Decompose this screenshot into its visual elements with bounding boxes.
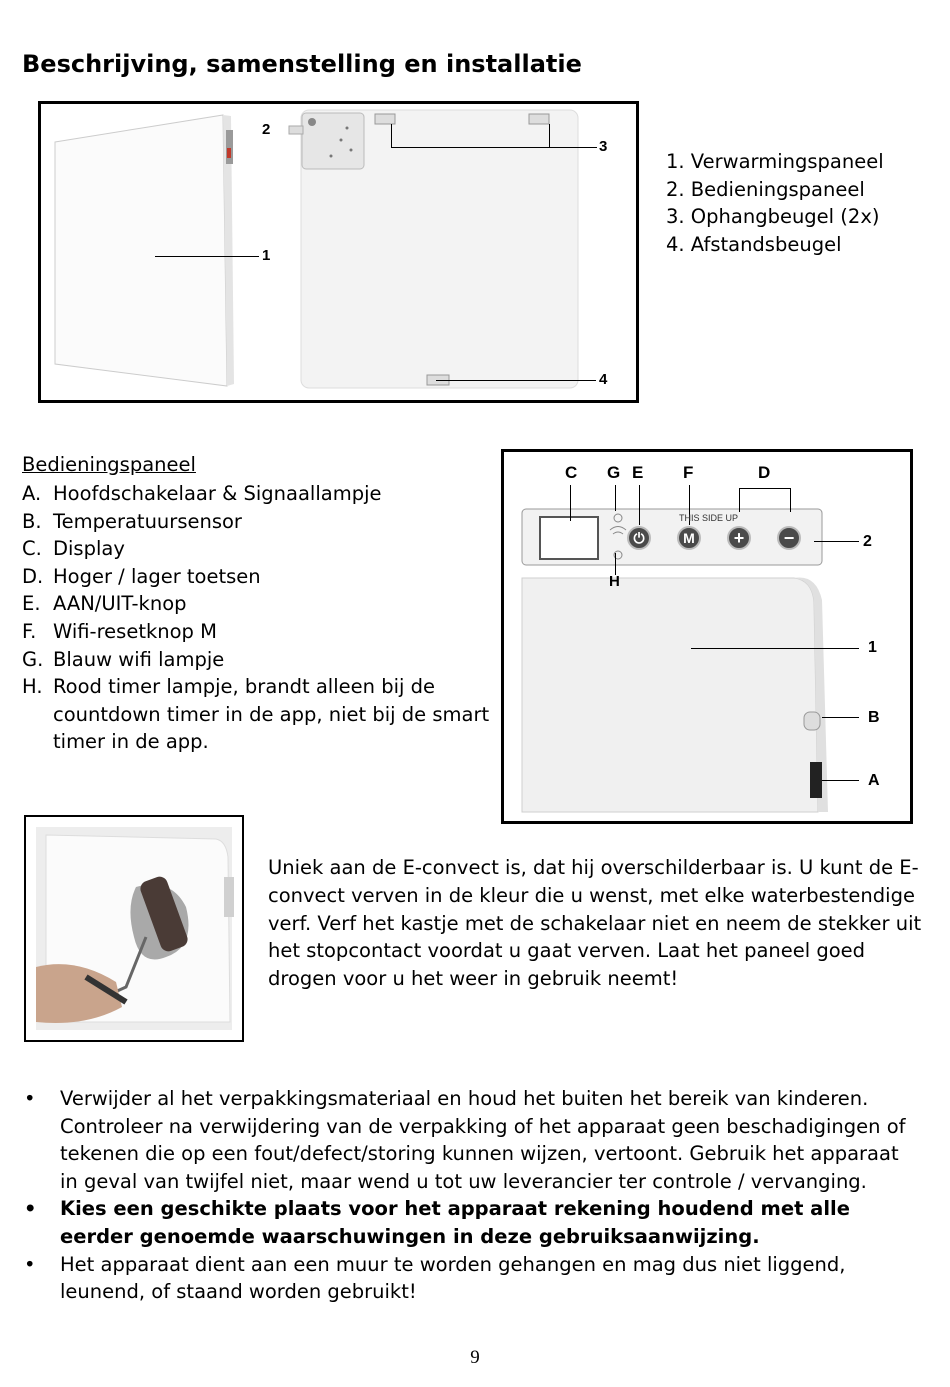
label-h: H [609,573,620,590]
panel-illustration [41,104,636,400]
leader-d-left [739,488,740,512]
figure-control-panel [501,449,913,824]
leader-line-3b [391,124,392,147]
control-item-b [22,508,492,536]
control-item-key: F. [22,619,37,643]
parts-list [666,148,884,258]
painting-paragraph: Uniek aan de E-convect is, dat hij overschilderbaar is. U kunt de E-convect verven in de kleur die u wenst, met elke waterbestendige verf. Verf het kastje met de schakelaar niet en neem de stekker uit het stopcontact voordat u gaat verven. Laat het paneel goed drogen voor u het weer in gebruik neemt! [268,856,922,991]
leader-2 [814,541,859,542]
callout-1: 1 [262,247,271,264]
label-f: F [683,463,694,482]
control-item-key: G. [22,647,44,671]
callout-3: 3 [599,138,608,155]
parts-list-item: 1. Verwarmingspaneel [666,150,884,173]
parts-list-item: 4. Afstandsbeugel [666,232,842,256]
label-c: C [565,463,578,482]
control-item-h [22,673,492,756]
label-d: D [758,463,771,482]
control-item-a [22,480,492,508]
figure-panel-overview [38,101,639,403]
leader-1 [691,648,859,649]
m-button: M [677,526,701,550]
parts-list-item: 2. Bedieningspaneel [666,177,865,201]
control-item-text: Hoofdschakelaar & Signaallampje [53,482,382,505]
label-e: E [632,463,644,482]
control-item-text: Temperatuursensor [53,509,242,533]
control-item-text: AAN/UIT-knop [53,592,187,616]
leader-line-1 [155,256,259,257]
power-button: ⏻ [627,526,651,550]
control-item-text: Wifi-resetknop M [53,619,217,643]
leader-b [822,717,859,718]
leader-a [822,780,859,781]
control-item-text: Rood timer lampje, brandt alleen bij de countdown timer in de app, niet bij de smart timer in de app. [53,675,490,754]
this-side-up-label: THIS SIDE UP [679,513,739,523]
page-heading: Beschrijving, samenstelling en installatie [22,50,582,78]
callout-4: 4 [599,371,608,388]
instruction-bullets [22,1085,922,1306]
leader-line-4 [436,380,596,381]
control-item-key: H. [22,675,43,699]
control-item-e [22,590,492,618]
leader-h [615,553,616,575]
leader-d-top [739,488,791,489]
minus-button: − [777,526,801,550]
control-item-f [22,618,492,646]
leader-d-right [790,488,791,512]
label-g: G [607,463,621,482]
control-item-g [22,646,492,674]
plus-button: + [727,526,751,550]
parts-list-item: 3. Ophangbeugel (2x) [666,205,880,228]
control-item-c [22,535,492,563]
control-panel-list [22,480,492,756]
label-b: B [868,709,880,726]
leader-line-3a [391,147,597,148]
control-item-d [22,563,492,591]
control-item-key: A. [22,482,42,505]
bullet-item: • Het apparaat dient aan een muur te worden gehangen en mag dus niet liggend, leunend, of staand worden gebruikt! [22,1251,922,1306]
control-item-key: C. [22,537,42,561]
control-item-text: Hoger / lager toetsen [53,564,261,588]
leader-c [570,485,571,521]
label-1: 1 [868,639,877,656]
bullet-item: • Verwijder al het verpakkingsmateriaal en houd het buiten het bereik van kinderen. Controleer na verwijdering van de verpakking of het apparaat geen beschadigingen of tekenen die op een fout/defect/storing kunnen wijzen, vertoont. Gebruik het apparaat in geval van twijfel niet, maar wend u tot uw leverancier ter controle / vervanging. [22,1085,922,1195]
control-item-text: Display [53,537,125,561]
control-panel-title: Bedieningspaneel [22,453,196,476]
bullet-item-bold: • Kies een geschikte plaats voor het apparaat rekening houdend met alle eerder genoemde waarschuwingen in deze gebruiksaanwijzing. [22,1195,922,1250]
control-panel-illustration [504,452,910,821]
label-a: A [868,772,880,789]
page-number: 9 [470,1347,480,1368]
control-item-text: Blauw wifi lampje [53,647,225,671]
control-item-key: D. [22,564,44,588]
leader-line-3c [549,124,550,147]
leader-e [639,485,640,525]
figure-painting [24,815,244,1042]
label-2: 2 [863,533,872,550]
painting-illustration [26,817,242,1040]
callout-2: 2 [262,121,271,138]
leader-g [615,485,616,511]
control-item-key: B. [22,509,42,533]
control-item-key: E. [22,592,41,616]
